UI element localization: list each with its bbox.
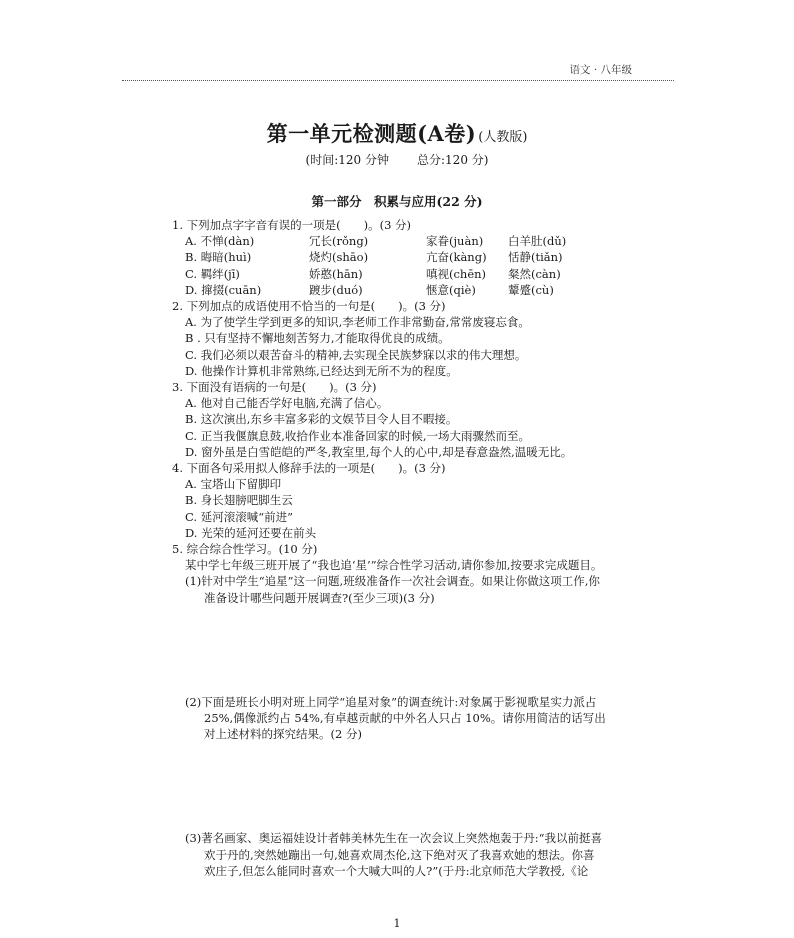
question-2-stem: 2. 下列加点的成语使用不恰当的一句是( )。(3 分) [172,299,446,314]
option-cell: 恬静(tiǎn) [508,250,563,265]
question-3-option-c: C. 正当我偃旗息鼓,收拾作业本准备回家的时候,一场大雨骤然而至。 [185,428,531,443]
question-4-option-b: B. 身长翅膀吧脚生云 [185,493,293,508]
answer-space-1[interactable] [172,606,632,694]
option-cell: 冗长(rǒng) [309,234,369,249]
question-body [172,217,632,879]
option-cell: C. 羁绊(jī) [185,266,240,281]
option-cell: 惬意(qiè) [426,282,476,297]
question-1-row-b [185,249,632,265]
option-cell: 粲然(càn) [508,266,561,281]
question-5-stem: 5. 综合综合性学习。(10 分) [172,542,318,557]
option-cell: 娇憨(hān) [309,266,363,281]
header-divider [122,80,674,81]
question-4-option-c: C. 延河滚滚喊“前进” [185,509,293,524]
question-4-option-d: D. 光荣的延河还要在前头 [185,525,317,540]
option-cell: 踱步(duó) [309,282,363,297]
option-cell: D. 撺掇(cuān) [185,282,262,297]
question-1-row-d [185,282,632,298]
question-2-option-d: D. 他操作计算机非常熟练,已经达到无所不为的程度。 [185,363,458,378]
question-2-option-b: B . 只有坚持不懈地刻苦努力,才能取得优良的成绩。 [185,331,450,346]
option-cell: B. 晦暗(huì) [185,250,252,265]
question-5-part-2: (2)下面是班长小明对班上同学“追星对象”的调查统计:对象属于影视歌星实力派占 [185,694,597,709]
header-label: 语文 · 八年级 [569,64,632,76]
question-5-part-1: (1)针对中学生“追星”这一问题,班级准备作一次社会调查。如果让你做这项工作,你 [185,574,600,589]
title-main: 第一单元检测题(A卷) [266,121,477,146]
question-3-option-b: B. 这次演出,东乡丰富多彩的文娱节目令人目不暇接。 [185,412,458,427]
question-2-option-a: A. 为了使学生学到更多的知识,李老师工作非常勤奋,常常废寝忘食。 [185,315,530,330]
option-cell: 颦蹙(cù) [508,282,554,297]
option-cell: 嗔视(chēn) [426,266,487,281]
answer-space-2[interactable] [172,742,632,830]
option-cell: 烧灼(shāo) [309,250,369,265]
exam-score: 总分:120 分) [417,153,489,167]
question-3-option-a: A. 他对自己能否学好电脑,充满了信心。 [185,396,389,411]
question-5-part-2-cont: 对上述材料的探究结果。(2 分) [204,727,362,742]
option-cell: 白羊肚(dǔ) [508,234,567,249]
question-5-intro: 某中学七年级三班开展了“我也追‘星’”综合性学习活动,请你参加,按要求完成题目。 [185,558,603,573]
option-cell: A. 不惮(dàn) [185,234,255,249]
question-2-option-c: C. 我们必须以艰苦奋斗的精神,去实现全民族梦寐以求的伟大理想。 [185,347,527,362]
title-edition: (人教版) [478,130,528,145]
question-4-option-a: A. 宝塔山下留脚印 [185,477,282,492]
option-cell: 家眷(juàn) [426,234,484,249]
question-1-row-c [185,266,632,282]
question-3-option-d: D. 窗外虽是白雪皑皑的严冬,教室里,每个人的心中,却是春意盎然,温暖无比。 [185,444,573,459]
question-1-stem: 1. 下列加点字字音有误的一项是( )。(3 分) [172,218,412,232]
question-5-part-3-cont: 欢庄子,但怎么能同时喜欢一个大喊大叫的人?”(于丹:北京师范大学教授,《论 [204,863,589,878]
question-5-part-1-cont: 准备设计哪些问题开展调查?(至少三项)(3 分) [204,590,435,605]
page-title [0,118,794,148]
exam-info [0,151,794,168]
exam-time: (时间:120 分钟 [305,153,389,167]
question-3-stem: 3. 下面没有语病的一句是( )。(3 分) [172,380,377,395]
part-title: 第一部分 积累与应用(22 分) [311,194,483,209]
question-4-stem: 4. 下面各句采用拟人修辞手法的一项是( )。(3 分) [172,461,446,476]
question-5-part-3: (3)著名画家、奥运福娃设计者韩美林先生在一次会议上突然炮轰于丹:“我以前挺喜 [185,831,603,846]
question-5-part-3-cont: 欢于丹的,突然她蹦出一句,她喜欢周杰伦,这下绝对灭了我喜欢她的想法。你喜 [204,847,595,862]
page-number: 1 [393,917,401,930]
question-1-row-a [185,233,632,249]
question-5-part-2-cont: 25%,偶像派约占 54%,有卓越贡献的中外名人只占 10%。请你用简洁的话写出 [204,711,606,726]
option-cell: 亢奋(kàng) [426,250,487,265]
